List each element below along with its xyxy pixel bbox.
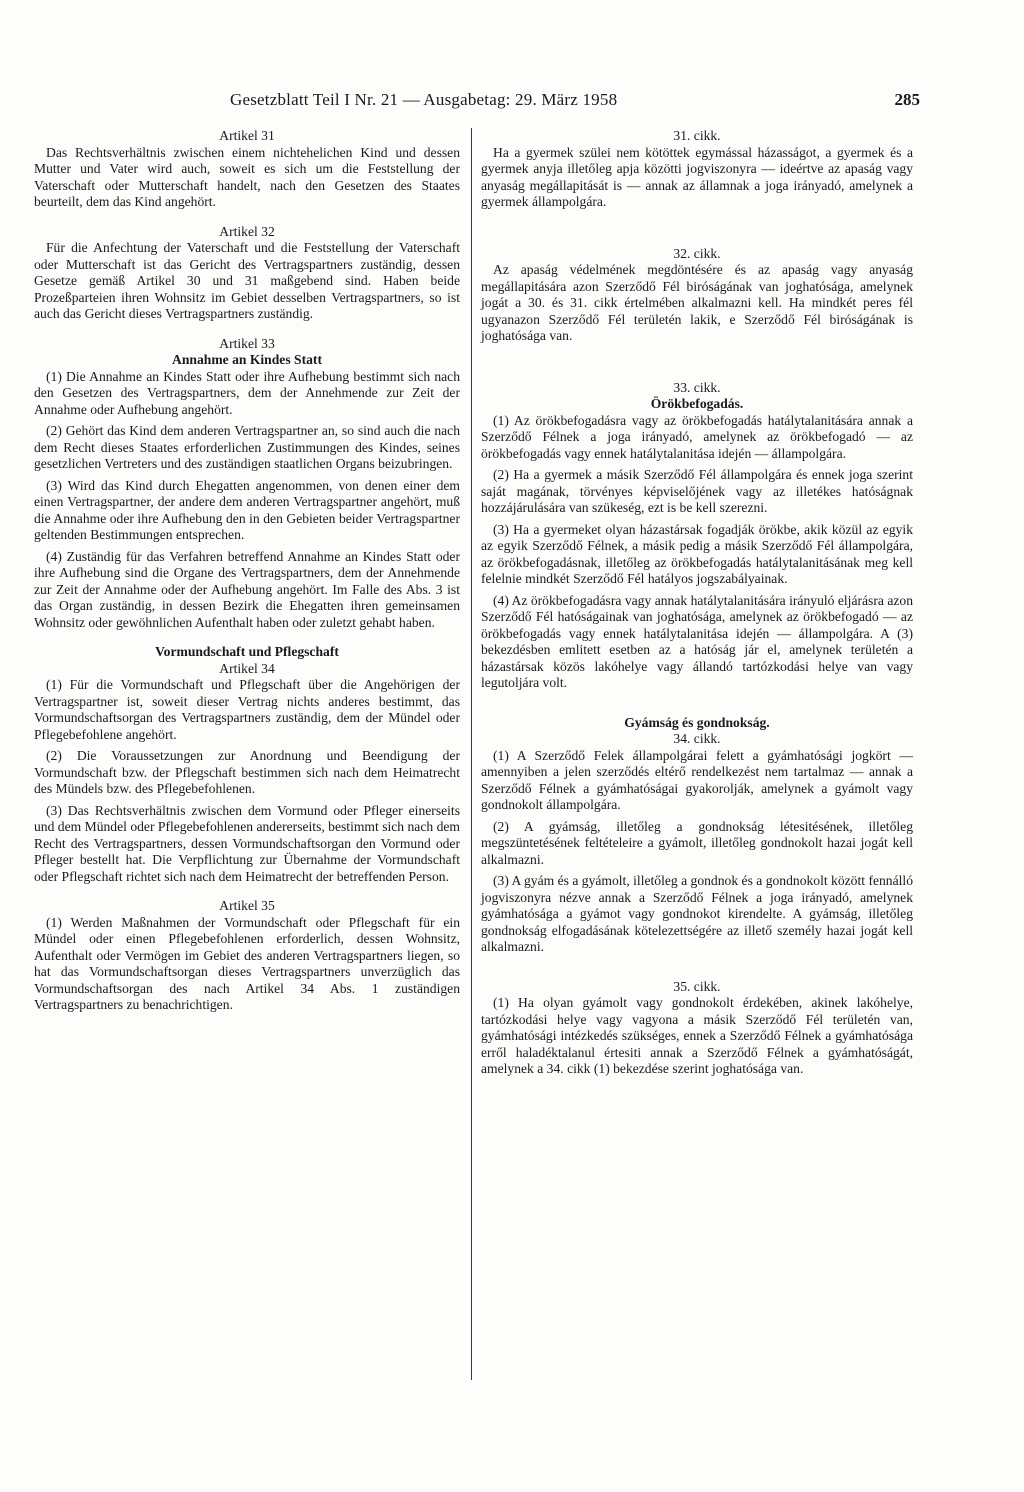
article-31-text: Das Rechtsverhältnis zwischen einem nichtehelichen Kind und dessen Mutter und Vater wird auch, soweit es sich um die Feststellung der Vaterschaft oder Mutterschaft handelt, nach den Gesetzen des Staates beurteilt, dem das Kind angehört. [34, 144, 460, 209]
hungarian-column [481, 128, 913, 1083]
cikk-31-text: Ha a gyermek szülei nem kötöttek egymással házasságot, a gyermek és a gyermek anyja illetőleg apja közötti jogviszonyra — ideértve az apaság vagy anyaság megállapitását is — annak az államnak a joga irányadó, amelynek a gyermek állampolgára. [481, 144, 913, 209]
article-33-para-2: (2) Gehört das Kind dem anderen Vertragspartner an, so sind auch die nach dem Recht dieses Staates erforderlichen Zustimmungen des Kindes, seines gesetzlichen Vertreters und des zuständigen staatlichen Organs beizubringen. [34, 423, 460, 471]
section-title-guardianship: Vormundschaft und Pflegschaft [155, 644, 339, 659]
article-33-para-1: (1) Die Annahme an Kindes Statt oder ihre Aufhebung bestimmt sich nach den Gesetzen des Vertragspartners, dem der Annehmende zur Zeit der Annahme oder Aufhebung angehört. [34, 368, 460, 417]
article-31-title: Artikel 31 [219, 128, 275, 143]
cikk-33-subtitle: Örökbefogadás. [650, 396, 744, 411]
cikk-35-para-1: (1) Ha olyan gyámolt vagy gondnokolt érdekében, akinek lakóhelye, tartózkodási helye vagy vagyona a másik Szerződő Fél területén van, gyámhatósági intézkedés szükséges, ennek a Szerződő Félnek a gyámhatósága erről haladéktalanul értesiti annak a Szerződő Félnek a gyámhatóságát, amelynek a 34. cikk (1) bekezdése szerint joghatósága van. [481, 995, 913, 1076]
page-number: 285 [894, 90, 920, 109]
article-32-title: Artikel 32 [219, 223, 275, 239]
article-35-para-1: (1) Werden Maßnahmen der Vormundschaft oder Pflegschaft für ein Mündel oder einen Pflegebefohlenen erforderlich, dessen Wohnsitz, Aufenthalt oder Vermögen im Gebiet des anderen Vertragspartners liegen, so hat das Vormundschaftsorgan dieses Vertragspartners unverzüglich das Vormundschaftsorgan des nach Artikel 34 Abs. 1 zuständigen Vertragspartners zu benachrichtigen. [34, 914, 460, 1012]
cikk-33-title: 33. cikk. [673, 379, 721, 395]
article-34-title: Artikel 34 [219, 660, 275, 676]
cikk-35-title: 35. cikk. [673, 978, 721, 994]
section-title-gyamsag: Gyámság és gondnokság. [624, 714, 770, 730]
cikk-34-para-3: (3) A gyám és a gyámolt, illetőleg a gondnok és a gondnokolt között fennálló jogviszonyra nézve annak a Szerződő Félnek a joga irányadó, amelynek gyámhatósága a gyámot vagy gondnokot kirendelte. A gyámság, illetőleg gondnokság elfogadásának kötelezettségére az illető személy hazai jogát kell alkalmazni. [481, 873, 913, 954]
cikk-34-para-2: (2) A gyámság, illetőleg a gondnokság létesitésének, illetőleg megszüntetésének feltételeire a gyámolt, illetőleg gondnokolt hazai jogát kell alkalmazni. [481, 818, 913, 867]
article-34-para-2: (2) Die Voraussetzungen zur Anordnung und Beendigung der Vormundschaft bzw. der Pflegschaft bestimmen sich nach dem Heimatrecht des Mündels bzw. des Pflegebefohlenen. [34, 748, 460, 796]
column-divider [471, 128, 472, 1380]
article-34-para-1: (1) Für die Vormundschaft und Pflegschaft über die Angehörigen der Vertragspartner ist, soweit dieser Vertrag nichts anderes bestimmt, das Vormundschaftsorgan des Vertragspartners zuständig, dem der Mündel oder Pflegebefohlene angehört. [34, 677, 460, 742]
article-34-para-3: (3) Das Rechtsverhältnis zwischen dem Vormund oder Pfleger einerseits und dem Mündel oder Pflegebefohlenen andererseits, bestimmt sich nach dem Recht des Vertragspartners, dessen Vormundschaftsorgan den Vormund oder Pfleger bestellt hat. Die Verpflichtung zur Übernahme der Vormundschaft oder Pflegschaft richtet sich nach dem Heimatrecht der betreffenden Person. [34, 802, 460, 884]
cikk-31-title: 31. cikk. [673, 128, 721, 143]
cikk-33-para-4: (4) Az örökbefogadásra vagy annak hatálytalanitására irányuló eljárásra azon Szerződő Fél hatóságainak van joghatósága, amelynek az örökbefogadó — az örökbefogadás vagy ennek hatálytalanitása idején — állampolgára. A (3) bekezdésben emlitett esetben az a hatóság jár el, amelynek területén a házastársak közös lakóhelye vagy állandó tartózkodási helye van vagy legutoljára volt. [481, 592, 913, 690]
header-title: Gesetzblatt Teil I Nr. 21 — Ausgabetag: 29. März 1958 [230, 90, 618, 109]
cikk-32-title: 32. cikk. [673, 245, 721, 261]
cikk-32-text: Az apaság védelmének megdöntésére és az apaság vagy anyaság megállapitására azon Szerződő Fél biróságának van joghatósága, amelynek jogát a 30. és 31. cikk értelmében alkalmazni kell. Ha mindkét peres fél ugyanazon Szerződő Fél területén lakik, e Szerződő Fél biróságának is joghatósága van. [481, 262, 913, 343]
cikk-33-para-1: (1) Az örökbefogadásra vagy az örökbefogadás hatálytalanitására annak a Szerződő Félnek a joga irányadó, amelynek az örökbefogadó — az örökbefogadás vagy ennek hatálytalanitása idején — állampolgára. [481, 412, 913, 461]
article-35-title: Artikel 35 [219, 898, 275, 913]
cikk-34-para-1: (1) A Szerződő Felek állampolgárai felett a gyámhatósági jogkört — amennyiben a jelen szerződés eltérő rendelkezést nem tartalmaz — annak a Szerződő Félnek a gyámhatóságai gyakorolják, amelynek a gyámolt vagy gondnokolt állampolgára. [481, 747, 913, 812]
article-33-para-3: (3) Wird das Kind durch Ehegatten angenommen, von denen einer dem einen Vertragspartner, der andere dem anderen Vertragspartner angehört, muß die Annahme oder ihre Aufhebung den in den Gebieten beider Vertragspartner geltenden Bestimmungen entsprechen. [34, 477, 460, 542]
cikk-33-para-3: (3) Ha a gyermeket olyan házastársak fogadják örökbe, akik közül az egyik az egyik Szerződő Félnek, a másik pedig a másik Szerződő Fél állampolgára, az örökbefogadásnak, illetőleg az örökbefogadás hatálytalanitásának meg kell felelnie mindkét Szerződő Fél hatályos jogszabályainak. [481, 521, 913, 586]
cikk-33-para-2: (2) Ha a gyermek a másik Szerződő Fél állampolgára és ennek joga szerint saját magának, törvényes képviselőjének vagy az illetékes hatóságnak hozzájárulására van szükeség, ezt is be kell szerezni. [481, 467, 913, 515]
cikk-34-title: 34. cikk. [673, 731, 721, 746]
article-32-text: Für die Anfechtung der Vaterschaft und die Feststellung der Vaterschaft oder Mutterschaft ist das Gericht des Vertragspartners zuständig, dessen Gesetze gemäß Artikel 30 und 31 maßgebend sind. Haben beide Prozeßparteien ihren Wohnsitz im Gebiet desselben Vertragspartners, so ist auch das Gericht dieses Vertragspartners zuständig. [34, 240, 460, 321]
page-header [30, 90, 920, 116]
article-33-title: Artikel 33 [219, 335, 275, 351]
article-33-para-4: (4) Zuständig für das Verfahren betreffend Annahme an Kindes Statt oder ihre Aufhebung sind die Organe des Vertragspartners, dem der Annehmende zur Zeit der Annahme oder der Aufhebung angehört. Im Falle des Abs. 3 ist das Organ zuständig, in dessen Bezirk die Ehegatten ihren gemeinsamen Wohnsitz oder gewöhnlichen Aufenthalt haben oder zuletzt gehabt haben. [34, 548, 460, 630]
article-33-subtitle: Annahme an Kindes Statt [172, 352, 322, 367]
german-column [34, 128, 460, 1019]
